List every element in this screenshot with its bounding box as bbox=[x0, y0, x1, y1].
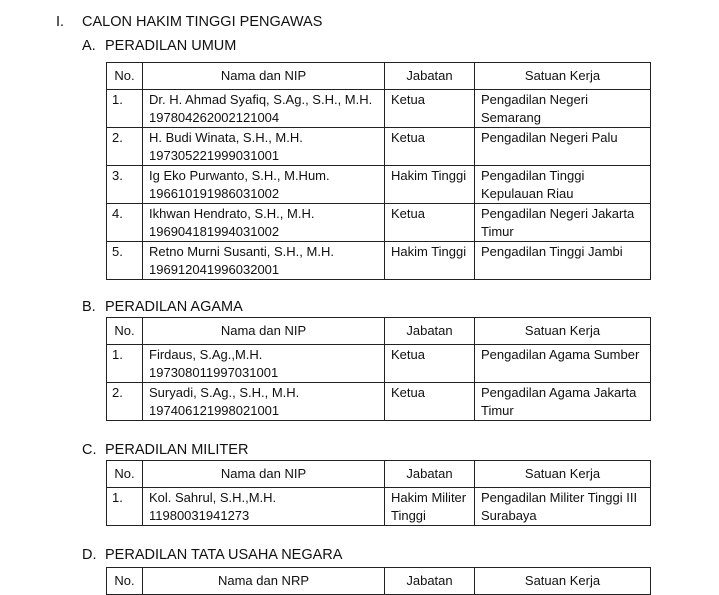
row-satker-line: Pengadilan Agama Jakarta bbox=[481, 385, 637, 400]
row-no: 1. bbox=[107, 345, 143, 383]
row-satker-line: Timur bbox=[481, 223, 514, 239]
header-satuan-kerja: Satuan Kerja bbox=[475, 318, 651, 345]
table-header-row bbox=[107, 461, 651, 488]
row-no: 4. bbox=[107, 204, 143, 242]
header-nama-nip: Nama dan NIP bbox=[143, 461, 385, 488]
table-header-row bbox=[107, 568, 651, 595]
row-jabatan-line: Ketua bbox=[391, 347, 425, 362]
main-heading-text: CALON HAKIM TINGGI PENGAWAS bbox=[82, 14, 323, 30]
row-satker-line: Kepulauan Riau bbox=[481, 185, 574, 201]
row-nama-nip bbox=[143, 242, 385, 280]
row-nip: 197804262002121004 bbox=[149, 109, 280, 125]
row-nama-nip bbox=[143, 204, 385, 242]
row-jabatan-line: Ketua bbox=[391, 206, 425, 221]
row-satker-line: Surabaya bbox=[481, 507, 537, 523]
section-letter: D. bbox=[82, 547, 97, 563]
row-jabatan-line: Hakim Tinggi bbox=[391, 168, 467, 183]
row-jabatan bbox=[385, 166, 475, 204]
row-satuan-kerja bbox=[475, 383, 651, 421]
row-jabatan-line: Ketua bbox=[391, 130, 425, 145]
table-header-row bbox=[107, 318, 651, 345]
header-jabatan: Jabatan bbox=[385, 318, 475, 345]
row-jabatan bbox=[385, 383, 475, 421]
row-nama: Retno Murni Susanti, S.H., M.H. bbox=[149, 244, 334, 259]
row-jabatan bbox=[385, 204, 475, 242]
header-jabatan: Jabatan bbox=[385, 568, 475, 595]
row-no: 3. bbox=[107, 166, 143, 204]
table-row bbox=[107, 166, 651, 204]
row-jabatan bbox=[385, 488, 475, 526]
row-jabatan-line: Tinggi bbox=[391, 507, 426, 523]
row-nama-nip bbox=[143, 345, 385, 383]
table-row bbox=[107, 383, 651, 421]
header-no: No. bbox=[107, 461, 143, 488]
section-heading-a bbox=[82, 37, 236, 55]
row-jabatan bbox=[385, 345, 475, 383]
table-row bbox=[107, 128, 651, 166]
row-jabatan-line: Hakim Tinggi bbox=[391, 244, 467, 259]
table-row bbox=[107, 345, 651, 383]
main-heading-number: I. bbox=[56, 14, 65, 30]
header-no: No. bbox=[107, 63, 143, 90]
row-jabatan bbox=[385, 90, 475, 128]
table-peradilan-umum bbox=[106, 62, 651, 280]
row-jabatan bbox=[385, 128, 475, 166]
table-row bbox=[107, 204, 651, 242]
section-letter: B. bbox=[82, 299, 96, 315]
row-satker-line: Timur bbox=[481, 402, 514, 418]
main-heading bbox=[56, 13, 322, 31]
section-heading-d bbox=[82, 546, 342, 564]
row-no: 2. bbox=[107, 383, 143, 421]
row-satker-line: Pengadilan Negeri Jakarta bbox=[481, 206, 635, 221]
row-jabatan-line: Hakim Militer bbox=[391, 490, 467, 505]
table-peradilan-militer bbox=[106, 460, 651, 526]
row-satker-line: Pengadilan Negeri bbox=[481, 92, 588, 107]
section-heading-c bbox=[82, 441, 248, 459]
row-jabatan-line: Ketua bbox=[391, 385, 425, 400]
row-nama-nip bbox=[143, 128, 385, 166]
row-satker-line: Pengadilan Negeri Palu bbox=[481, 130, 618, 145]
row-satuan-kerja bbox=[475, 90, 651, 128]
section-title: PERADILAN TATA USAHA NEGARA bbox=[105, 547, 343, 563]
table-header-row bbox=[107, 63, 651, 90]
table-peradilan-agama bbox=[106, 317, 651, 421]
row-nama-nip bbox=[143, 383, 385, 421]
row-jabatan bbox=[385, 242, 475, 280]
row-satuan-kerja bbox=[475, 488, 651, 526]
row-no: 5. bbox=[107, 242, 143, 280]
row-satker-line: Pengadilan Tinggi bbox=[481, 168, 585, 183]
header-jabatan: Jabatan bbox=[385, 63, 475, 90]
header-nama-nip: Nama dan NIP bbox=[143, 318, 385, 345]
row-nama-nip bbox=[143, 166, 385, 204]
row-nip: 197406121998021001 bbox=[149, 402, 280, 418]
row-nama: Ig Eko Purwanto, S.H., M.Hum. bbox=[149, 168, 330, 183]
row-satker-line: Semarang bbox=[481, 109, 541, 125]
row-no: 1. bbox=[107, 90, 143, 128]
row-satuan-kerja bbox=[475, 204, 651, 242]
row-nip: 11980031941273 bbox=[149, 507, 250, 523]
row-nama: Kol. Sahrul, S.H.,M.H. bbox=[149, 490, 277, 505]
row-nip: 196904181994031002 bbox=[149, 223, 280, 239]
row-nama-nip bbox=[143, 90, 385, 128]
row-nama: H. Budi Winata, S.H., M.H. bbox=[149, 130, 303, 145]
row-satuan-kerja bbox=[475, 242, 651, 280]
row-satuan-kerja bbox=[475, 166, 651, 204]
row-nip: 196912041996032001 bbox=[149, 261, 280, 277]
section-letter: C. bbox=[82, 442, 97, 458]
header-nama-nrp: Nama dan NRP bbox=[143, 568, 385, 595]
row-satker-line: Pengadilan Agama Sumber bbox=[481, 347, 640, 362]
header-no: No. bbox=[107, 318, 143, 345]
row-nama: Ikhwan Hendrato, S.H., M.H. bbox=[149, 206, 315, 221]
header-satuan-kerja: Satuan Kerja bbox=[475, 568, 651, 595]
row-no: 2. bbox=[107, 128, 143, 166]
table-row bbox=[107, 488, 651, 526]
header-jabatan: Jabatan bbox=[385, 461, 475, 488]
row-nip: 197308011997031001 bbox=[149, 364, 279, 380]
row-nama-nip bbox=[143, 488, 385, 526]
row-satker-line: Pengadilan Militer Tinggi III bbox=[481, 490, 638, 505]
section-title: PERADILAN MILITER bbox=[105, 442, 249, 458]
row-jabatan-line: Ketua bbox=[391, 92, 425, 107]
row-satker-line: Pengadilan Tinggi Jambi bbox=[481, 244, 623, 259]
header-nama-nip: Nama dan NIP bbox=[143, 63, 385, 90]
row-nip: 197305221999031001 bbox=[149, 147, 280, 163]
section-letter: A. bbox=[82, 38, 96, 54]
table-row bbox=[107, 90, 651, 128]
header-satuan-kerja: Satuan Kerja bbox=[475, 63, 651, 90]
table-peradilan-tun bbox=[106, 567, 651, 595]
section-title: PERADILAN AGAMA bbox=[105, 299, 243, 315]
row-satuan-kerja bbox=[475, 128, 651, 166]
section-heading-b bbox=[82, 298, 243, 316]
row-nama: Suryadi, S.Ag., S.H., M.H. bbox=[149, 385, 300, 400]
table-row bbox=[107, 242, 651, 280]
section-title: PERADILAN UMUM bbox=[105, 38, 237, 54]
header-satuan-kerja: Satuan Kerja bbox=[475, 461, 651, 488]
row-no: 1. bbox=[107, 488, 143, 526]
row-satuan-kerja bbox=[475, 345, 651, 383]
row-nama: Dr. H. Ahmad Syafiq, S.Ag., S.H., M.H. bbox=[149, 92, 373, 107]
row-nip: 196610191986031002 bbox=[149, 185, 280, 201]
header-no: No. bbox=[107, 568, 143, 595]
row-nama: Firdaus, S.Ag.,M.H. bbox=[149, 347, 263, 362]
